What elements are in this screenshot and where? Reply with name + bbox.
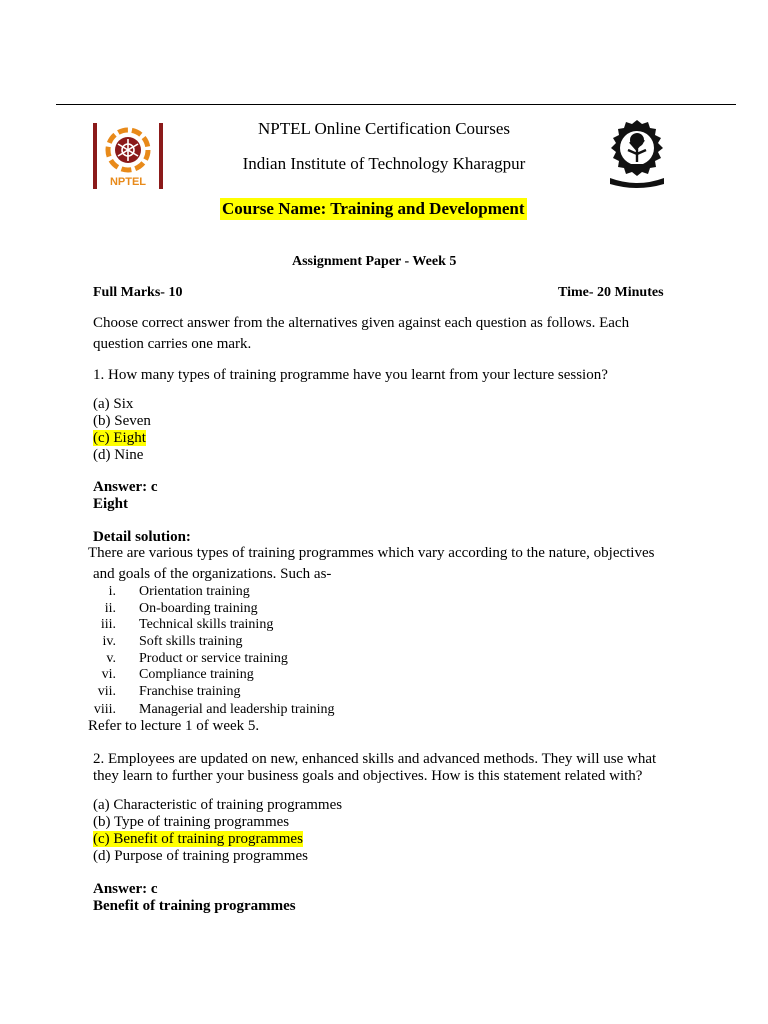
q2-answer-label: Answer: c xyxy=(93,881,158,897)
q1-list-item: iv. Soft skills training xyxy=(102,634,243,649)
q2-option-b: (b) Type of training programmes xyxy=(93,814,290,830)
q1-answer-label: Answer: c xyxy=(93,479,158,495)
instructions-line-1: Choose correct answer from the alternatives given against each question as follows. Each xyxy=(93,315,630,331)
question-1-text: 1. How many types of training programme have you learnt from your lecture session? xyxy=(93,367,608,383)
course-title: Course Name: Training and Development xyxy=(222,199,525,218)
header-line-2: Indian Institute of Technology Kharagpur xyxy=(242,154,526,173)
q1-solution-heading: Detail solution: xyxy=(93,529,191,545)
q1-option-a: (a) Six xyxy=(93,396,134,412)
header-line-1: NPTEL Online Certification Courses xyxy=(258,119,510,138)
q1-answer-text: Eight xyxy=(93,496,129,512)
q2-option-c xyxy=(93,831,303,848)
q1-list-item: i. Orientation training xyxy=(108,584,250,599)
q1-list-item: iii. Technical skills training xyxy=(100,617,274,632)
nptel-logo-text: NPTEL xyxy=(109,176,147,188)
q2-option-d: (d) Purpose of training programmes xyxy=(93,848,308,864)
q1-list-item: viii. Managerial and leadership training xyxy=(93,702,335,717)
q1-option-c-highlight: (c) Eight xyxy=(93,430,146,446)
q1-option-d: (d) Nine xyxy=(93,447,144,463)
q1-option-b: (b) Seven xyxy=(93,413,151,429)
assignment-title: Assignment Paper - Week 5 xyxy=(292,254,457,269)
q1-list-item: vi. Compliance training xyxy=(101,667,254,682)
q1-solution-line-1: There are various types of training programmes which vary according to the nature, objectives xyxy=(88,545,655,561)
q2-option-c-highlight: (c) Benefit of training programmes xyxy=(93,831,303,847)
top-rule xyxy=(56,104,736,105)
q2-answer-text: Benefit of training programmes xyxy=(93,898,296,914)
q1-solution-line-2: and goals of the organizations. Such as- xyxy=(93,566,332,582)
time-limit: Time- 20 Minutes xyxy=(558,285,664,300)
q1-reference: Refer to lecture 1 of week 5. xyxy=(88,718,260,734)
q1-list-item: vii. Franchise training xyxy=(97,684,241,699)
q2-option-a: (a) Characteristic of training programmes xyxy=(93,797,343,813)
full-marks: Full Marks- 10 xyxy=(93,285,183,300)
q1-list-item: ii. On-boarding training xyxy=(104,601,258,616)
q1-list-item: v. Product or service training xyxy=(106,651,288,666)
instructions-line-2: question carries one mark. xyxy=(93,336,252,352)
q1-option-c xyxy=(93,430,146,447)
question-2-line-2: they learn to further your business goals and objectives. How is this statement related with? xyxy=(93,768,643,784)
question-2-line-1: 2. Employees are updated on new, enhanced skills and advanced methods. They will use what xyxy=(93,751,657,767)
